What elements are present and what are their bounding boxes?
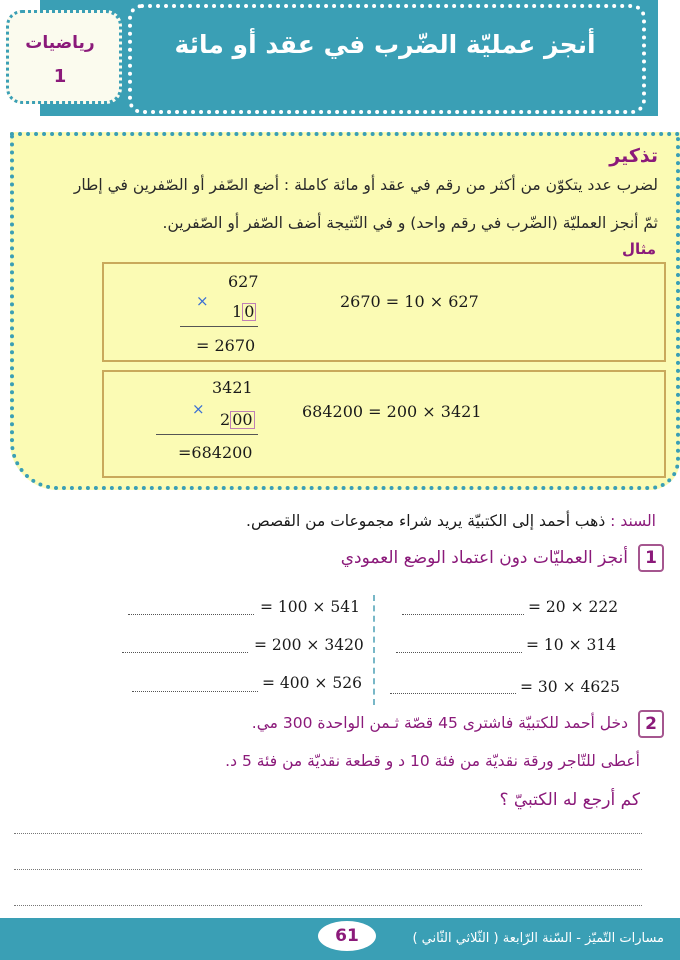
ex1-result: = 2670: [196, 336, 256, 355]
context-line: [246, 512, 656, 530]
answer-blank[interactable]: [390, 692, 516, 694]
question-2-line-1: دخل أحمد للكتبيّة فاشترى 45 قصّة ثـمن الواحدة 300 مي.: [251, 714, 628, 732]
ex1-inline-equation: 2670 = 10 × 627: [340, 292, 479, 311]
question-2-ask: كم أرجع له الكتبيّ ؟: [499, 790, 640, 810]
ex2-rule: [156, 434, 258, 435]
ex1-rule: [180, 326, 258, 327]
question-1-text: أنجز العمليّات دون اعتماد الوضع العمودي: [340, 548, 628, 568]
remember-line-1: لضرب عدد يتكوّن من أكثر من رقم في عقد أو مائة كاملة : أضع الصّفر أو الصّفرين في إطار: [73, 176, 658, 194]
question-2-line-2: أعطى للتّاجر ورقة نقديّة من فئة 10 د و قطعة نقديّة من فئة 5 د.: [225, 752, 640, 770]
page-number: 61: [335, 926, 359, 946]
answer-blank[interactable]: [128, 613, 254, 615]
subject-number: 1: [53, 66, 67, 87]
answer-line[interactable]: [14, 832, 642, 834]
subject-name: رياضيات: [25, 33, 95, 53]
exercise-right-2: = 10 × 314: [526, 636, 617, 654]
ex1-zero-box: 0: [244, 302, 255, 321]
context-text: ذهب أحمد إلى الكتبيّة يريد شراء مجموعات من القصص.: [246, 512, 606, 530]
answer-blank[interactable]: [396, 651, 522, 653]
ex2-multiplier: 2 00: [220, 410, 253, 429]
ex2-result: =684200: [178, 443, 253, 462]
title-frame: [128, 4, 646, 114]
answer-line[interactable]: [14, 904, 642, 906]
ex1-multiplier: 1 0: [232, 302, 255, 321]
ex1-times-sign: ×: [196, 292, 209, 310]
exercise-right-1: = 20 × 222: [528, 598, 619, 616]
answer-blank[interactable]: [122, 651, 248, 653]
column-separator: [373, 595, 375, 705]
remember-title: تذكير: [609, 145, 658, 167]
answer-blank[interactable]: [132, 690, 258, 692]
ex2-inline-equation: 684200 = 200 × 3421: [302, 402, 482, 421]
question-2-number: 2: [638, 710, 664, 738]
page-title: أنجز عمليّة الضّرب في عقد أو مائة: [174, 30, 596, 59]
ex1-top-number: 627: [228, 272, 259, 291]
exercise-left-2: = 200 × 3420: [254, 636, 364, 654]
exercise-left-1: = 100 × 541: [260, 598, 360, 616]
exercise-left-3: = 400 × 526: [262, 674, 362, 692]
ex2-times-sign: ×: [192, 400, 205, 418]
remember-line-2: ثمّ أنجز العمليّة (الضّرب في رقم واحد) و في النّتيجة أضف الصّفر أو الصّفرين.: [162, 214, 658, 232]
answer-blank[interactable]: [402, 613, 524, 615]
context-label: السند :: [610, 512, 656, 530]
footer-text: مسارات التّميّز - السّنة الرّابعة ( الثّلاثي الثّاني ): [412, 931, 664, 946]
ex2-top-number: 3421: [212, 378, 253, 397]
ex2-zero-box: 00: [232, 410, 253, 429]
subject-badge: [6, 10, 122, 104]
example-label: مثال: [621, 240, 656, 258]
example-box-1: [102, 262, 666, 362]
question-1-number: 1: [638, 544, 664, 572]
exercise-right-3: = 30 × 4625: [520, 678, 620, 696]
answer-line[interactable]: [14, 868, 642, 870]
